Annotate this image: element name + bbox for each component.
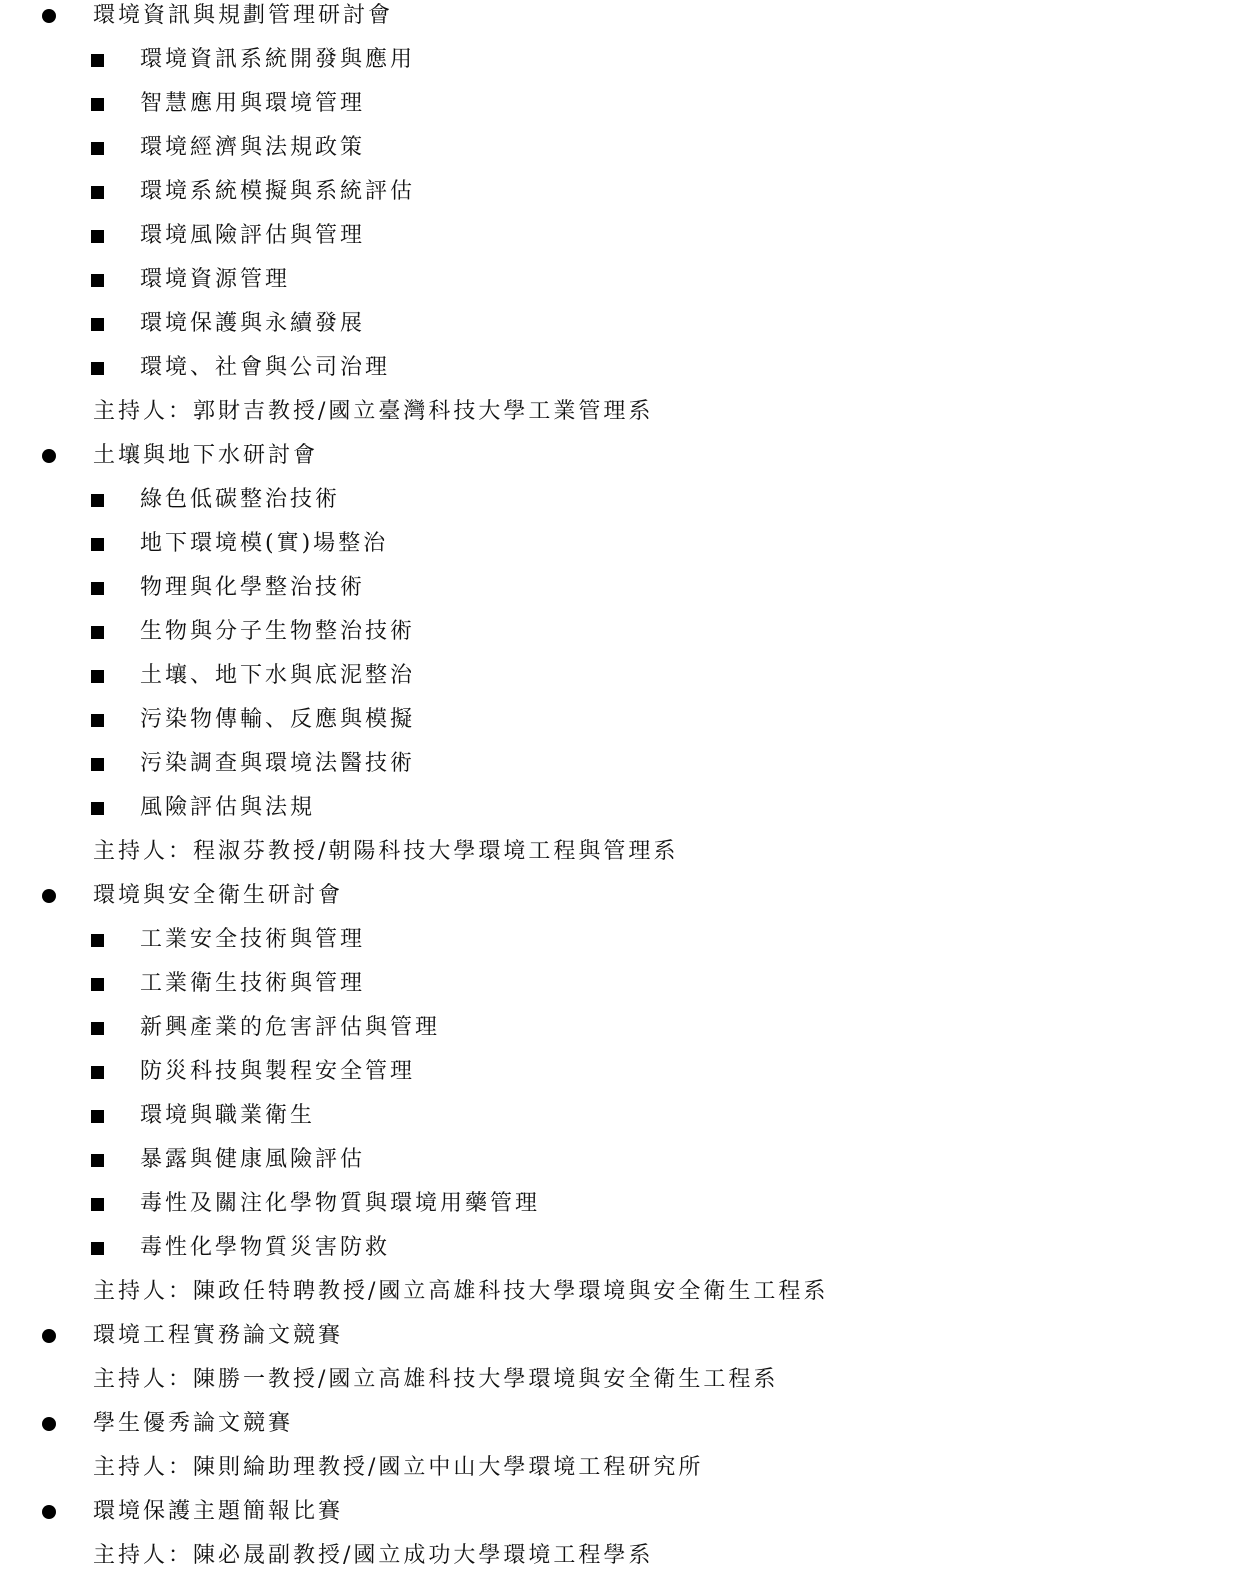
subtopic-line: [0, 478, 1241, 522]
section-title: 環境工程實務論文競賽: [93, 1323, 344, 1348]
subtopic-line: [0, 1050, 1241, 1094]
bullet-dot-icon: [42, 1417, 56, 1431]
subtopic-line: [0, 346, 1241, 390]
subtopic-line: [0, 566, 1241, 610]
subtopic-text: 風險評估與法規: [140, 795, 316, 820]
bullet-dot-icon: [42, 889, 56, 903]
square-bullet-icon: [91, 230, 104, 243]
subtopic-text: 智慧應用與環境管理: [140, 91, 366, 116]
subtopic-text: 土壤、地下水與底泥整治: [140, 663, 416, 688]
subtopic-text: 工業衛生技術與管理: [140, 971, 366, 996]
section-title-line: [0, 1490, 1241, 1534]
section-title: 土壤與地下水研討會: [93, 443, 319, 468]
section-title: 環境資訊與規劃管理研討會: [93, 3, 394, 28]
subtopic-line: [0, 742, 1241, 786]
subtopic-line: [0, 1006, 1241, 1050]
section-title-line: [0, 1402, 1241, 1446]
host-text: 主持人：郭財吉教授/國立臺灣科技大學工業管理系: [93, 399, 654, 424]
subtopic-text: 環境風險評估與管理: [140, 223, 366, 248]
subtopic-text: 綠色低碳整治技術: [140, 487, 341, 512]
subtopic-line: [0, 918, 1241, 962]
square-bullet-icon: [91, 626, 104, 639]
subtopic-line: [0, 38, 1241, 82]
subtopic-text: 環境、社會與公司治理: [140, 355, 391, 380]
square-bullet-icon: [91, 186, 104, 199]
subtopic-line: [0, 654, 1241, 698]
bullet-dot-icon: [42, 1505, 56, 1519]
host-text: 主持人：陳勝一教授/國立高雄科技大學環境與安全衛生工程系: [93, 1367, 779, 1392]
subtopic-text: 毒性及關注化學物質與環境用藥管理: [140, 1191, 541, 1216]
subtopic-text: 污染物傳輸、反應與模擬: [140, 707, 416, 732]
square-bullet-icon: [91, 1022, 104, 1035]
subtopic-line: [0, 1226, 1241, 1270]
subtopic-line: [0, 1138, 1241, 1182]
host-line: [0, 1358, 1241, 1402]
subtopic-text: 工業安全技術與管理: [140, 927, 366, 952]
subtopic-text: 防災科技與製程安全管理: [140, 1059, 416, 1084]
subtopic-text: 環境系統模擬與系統評估: [140, 179, 416, 204]
subtopic-text: 毒性化學物質災害防救: [140, 1235, 391, 1260]
square-bullet-icon: [91, 142, 104, 155]
subtopic-text: 地下環境模(實)場整治: [140, 531, 389, 556]
section-title: 環境保護主題簡報比賽: [93, 1499, 344, 1524]
section-title: 環境與安全衛生研討會: [93, 883, 344, 908]
host-text: 主持人：陳政任特聘教授/國立高雄科技大學環境與安全衛生工程系: [93, 1279, 829, 1304]
subtopic-text: 暴露與健康風險評估: [140, 1147, 366, 1172]
host-line: [0, 1270, 1241, 1314]
square-bullet-icon: [91, 758, 104, 771]
square-bullet-icon: [91, 538, 104, 551]
square-bullet-icon: [91, 670, 104, 683]
square-bullet-icon: [91, 1198, 104, 1211]
host-line: [0, 1534, 1241, 1578]
square-bullet-icon: [91, 714, 104, 727]
subtopic-line: [0, 170, 1241, 214]
subtopic-text: 環境經濟與法規政策: [140, 135, 366, 160]
square-bullet-icon: [91, 362, 104, 375]
subtopic-line: [0, 258, 1241, 302]
subtopic-text: 新興產業的危害評估與管理: [140, 1015, 441, 1040]
subtopic-text: 環境與職業衛生: [140, 1103, 316, 1128]
section-title-line: [0, 874, 1241, 918]
square-bullet-icon: [91, 274, 104, 287]
square-bullet-icon: [91, 978, 104, 991]
section-title-line: [0, 434, 1241, 478]
subtopic-line: [0, 786, 1241, 830]
subtopic-line: [0, 610, 1241, 654]
subtopic-line: [0, 214, 1241, 258]
subtopic-text: 環境保護與永續發展: [140, 311, 366, 336]
host-text: 主持人：陳必晟副教授/國立成功大學環境工程學系: [93, 1543, 654, 1568]
subtopic-text: 環境資訊系統開發與應用: [140, 47, 416, 72]
square-bullet-icon: [91, 54, 104, 67]
bullet-dot-icon: [42, 9, 56, 23]
host-text: 主持人：程淑芬教授/朝陽科技大學環境工程與管理系: [93, 839, 679, 864]
square-bullet-icon: [91, 494, 104, 507]
subtopic-line: [0, 82, 1241, 126]
subtopic-line: [0, 1094, 1241, 1138]
subtopic-line: [0, 302, 1241, 346]
square-bullet-icon: [91, 1154, 104, 1167]
subtopic-text: 環境資源管理: [140, 267, 291, 292]
section-title: 學生優秀論文競賽: [93, 1411, 294, 1436]
square-bullet-icon: [91, 1110, 104, 1123]
subtopic-line: [0, 962, 1241, 1006]
square-bullet-icon: [91, 318, 104, 331]
host-line: [0, 830, 1241, 874]
square-bullet-icon: [91, 1066, 104, 1079]
subtopic-line: [0, 698, 1241, 742]
subtopic-line: [0, 1182, 1241, 1226]
subtopic-line: [0, 126, 1241, 170]
square-bullet-icon: [91, 582, 104, 595]
section-title-line: [0, 1314, 1241, 1358]
square-bullet-icon: [91, 934, 104, 947]
host-line: [0, 390, 1241, 434]
bullet-dot-icon: [42, 1329, 56, 1343]
square-bullet-icon: [91, 98, 104, 111]
section-title-line: [0, 0, 1241, 38]
square-bullet-icon: [91, 802, 104, 815]
square-bullet-icon: [91, 1242, 104, 1255]
host-text: 主持人：陳則綸助理教授/國立中山大學環境工程研究所: [93, 1455, 704, 1480]
subtopic-text: 污染調查與環境法醫技術: [140, 751, 416, 776]
subtopic-text: 物理與化學整治技術: [140, 575, 366, 600]
host-line: [0, 1446, 1241, 1490]
bullet-dot-icon: [42, 449, 56, 463]
subtopic-line: [0, 522, 1241, 566]
subtopic-text: 生物與分子生物整治技術: [140, 619, 416, 644]
